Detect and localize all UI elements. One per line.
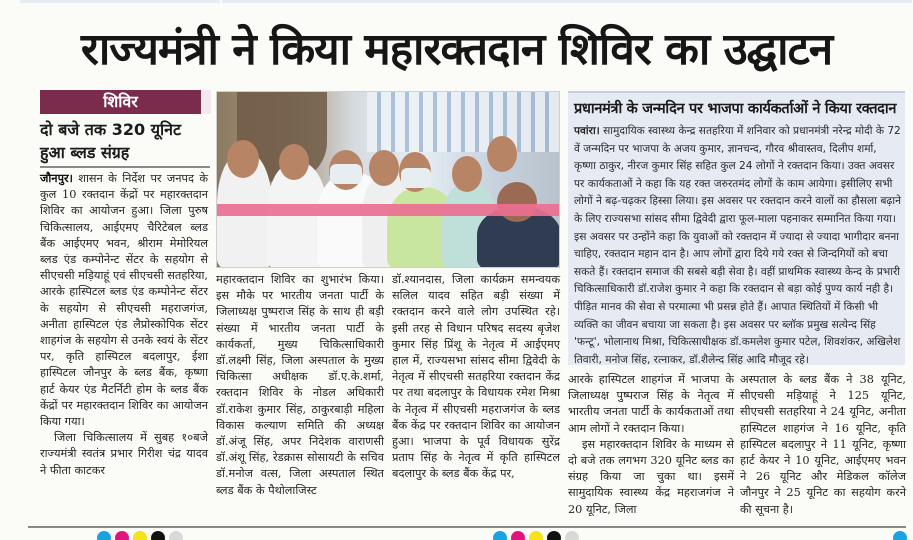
registration-mark-cyan	[893, 531, 907, 540]
story-column-3	[392, 272, 560, 483]
photo-mask	[330, 164, 362, 184]
registration-mark-cyan	[97, 531, 111, 540]
registration-mark-cyan	[493, 531, 507, 540]
registration-mark-yellow	[133, 531, 147, 540]
registration-mark-magenta	[511, 531, 525, 540]
photo-face	[497, 182, 537, 222]
section-tag: शिविर	[40, 90, 201, 114]
photo-face	[487, 136, 517, 172]
registration-mark-magenta	[115, 531, 129, 540]
photo-mask	[401, 168, 431, 188]
photo-face	[227, 140, 259, 178]
top-rule-left	[20, 0, 220, 3]
side-story-text: सामुदायिक स्वास्थ्य केन्द्र सतहरिया में शनिवार को प्रधानमंत्री नरेन्द्र मोदी के 72 वें जन्मदिन पर भाजपा के अजय कुमार, ज्ञानचन्द, गौरव श्रीवास्तव, दिलीप शर्मा, कृष्णा ठाकुर, नीरज कुमार सिंह सहित कुल 24 लोगों ने रक्तदान किया। उक्त अवसर पर कार्यकताओं ने कहा कि यह रक्त जरुरतमंद लोगों के काम आयेगा। इसीलिए सभी लोगों ने बढ़-चढ़कर हिस्सा लिया। इस अवसर पर रक्तदान करने वालों का हौसला बढ़ाने के लिए राज्यसभा सांसद सीमा द्विवेदी द्वारा फूल-माला पहनाकर सम्मानित किया गया। इस अवसर पर उन्होंने कहा कि युवाओं को रक्तदान में ज्यादा से ज्यादा भागीदार बनना चाहिए, रक्तदान महान दान है। आप लोगों द्वारा दिये गये रक्त से जिन्दगियों को बचा सकते हैं। रक्तदान समाज की सबसे बड़ी सेवा है। वहीं प्राथमिक स्वास्थ्य केन्द के प्रभारी चिकित्साधिकारी डॉ.राजेश कुमार ने कहा कि रक्तदान से बड़ा कोई पुण्य कार्य नही है। पीड़ित मानव की सेवा से परमात्मा भी प्रसन्न होते हैं। आपात स्थितियों में किसी भी व्यक्ति का जीवन बचाया जा सकता है। इस अवसर पर ब्लॉक प्रमुख सत्येन्द सिंह 'फन्टू', भोलानाथ मिश्रा, चिकित्साधीक्षक डॉ.कमलेश कुमार पटेल, शिवशंकर, अखिलेश तिवारी, मनोज सिंह, रत्नाकर, डॉ.शैलेन्द सिंह आदि मौजूद रहे।	[574, 125, 901, 366]
bottom-rule	[28, 526, 906, 528]
story-col-3-text: डॉ.श्यानदास, जिला कार्यक्रम समन्वयक सलिल यादव सहित बड़ी संख्या में रक्तदान करने वाले लोग उपस्थित रहे। इसी तरह से विधान परिषद सदस्य बृजेश कुमार सिंह प्रिंशू के नेतृत्व में आईएमए हाल में, राज्यसभा सांसद सीमा द्विवेदी के नेतृत्व में सीएचसी सतहरिया रक्तदान केंद्र पर तथा बदलापुर के विधायक रमेश मिश्रा के नेतृत्व में सीएचसी महराजगंज के ब्लड बैंक केंद्र पर रक्तदान शिविर का आयोजन हुआ। भाजपा के पूर्व विधायक सुरेंद्र प्रताप सिंह के नेतृत्व में कृति हास्पिटल बदलापुर के ब्लड बैंक केंद्र पर,	[392, 273, 560, 481]
photo-ribbon	[217, 204, 560, 216]
story-column-5	[740, 372, 906, 518]
registration-mark-gray	[565, 531, 579, 540]
story-subhead: दो बजे तक 320 यूनिट हुआ ब्लड संग्रह	[40, 120, 182, 162]
side-story-headline: प्रधानमंत्री के जन्मदिन पर भाजपा कार्यकर्ताओं ने किया रक्तदान	[574, 101, 897, 117]
story-dateline: जौनपुर।	[40, 171, 73, 185]
story-col-2-text: महारक्तदान शिविर का शुभारंभ किया। इस मौके पर भारतीय जनता पार्टी के जिलाध्यक्ष पुष्पराज सिंह के साथ ही बड़ी संख्या में भारतीय जनता पार्टी के कार्यकर्ता, मुख्य चिकित्साधिकारी डॉ.लक्ष्मी सिंह, जिला अस्पताल के मुख्य चिकित्सा अधीक्षक डॉ.ए.के.शर्मा, रक्तदान शिविर के नोडल अधिकारी डॉ.राकेश कुमार सिंह, ठाकुरबाड़ी महिला विकास कल्याण समिति की अध्यक्ष डॉ.अंजू सिंह, अपर निदेशक वाराणसी डॉ.अंशू सिंह, रेडक्रास सोसायटी के सचिव डॉ.मनोज वत्स, जिला अस्पताल स्थित ब्लड बैंक के पैथोलाजिस्ट	[216, 273, 384, 497]
story-column-4	[568, 372, 734, 518]
story-column-1	[40, 170, 208, 479]
photo-face	[279, 144, 309, 180]
section-tag-stripe	[201, 90, 211, 114]
registration-mark-gray	[169, 531, 183, 540]
ribbon-cutting-photo	[216, 91, 560, 268]
photo-face	[452, 156, 482, 192]
side-story-body	[574, 123, 901, 369]
registration-mark-yellow	[529, 531, 543, 540]
story-col-5-text: अस्पताल के ब्लड बैंक ने 38 यूनिट, सीएचसी मड़ियाहूं ने 125 यूनिट, सीएचसी सतहरिया ने 24 यूनिट, अनीता हास्पिटल शाहगंज ने 16 यूनिट, कृति हास्पिटल बदलापुर ने 11 यूनिट, कृष्णा हार्ट केयर ने 10 यूनिट, आईएमए भवन ने 26 यूनिट और मेडिकल कॉलेज जौनपुर ने 25 यूनिट का सहयोग करने की सूचना है।	[740, 373, 906, 516]
photo-tent	[367, 92, 560, 152]
story-col-4-para-2: इस महारक्तदान शिविर के माध्यम से दो बजे तक लगभग 320 यूनिट ब्लड का संग्रह किया जा चुका था। इसमें सामुदायिक स्वास्थ्य केंद्र महराजगंज ने 20 यूनिट, जिला	[568, 437, 734, 516]
side-story-dateline: पवांरा।	[574, 125, 600, 137]
registration-mark-black	[547, 531, 561, 540]
top-rule-right	[222, 0, 912, 3]
subhead-rule	[40, 166, 210, 168]
story-para-1: शासन के निर्देश पर जनपद के कुल 10 रक्तदान केंद्रों पर महारक्तदान शिविर का आयोजन हुआ। जिला पुरुष चिकित्सालय, आईएमए चैरिटेबल ब्लड बैंक आईएमए भवन, श्रीराम मेमोरियल ब्लड एंड कम्पोनेन्ट सेंटर के सहयोग से सीएचसी मड़ियाहूं एवं सीएचसी सतहरिया, आरके हास्पिटल ब्लड एंड कम्पोनेन्ट सेंटर के सहयोग से सीएचसी महराजगंज, अनीता हास्पिटल एंड लैप्रोस्कोपिक सेंटर शाहगंज के सहयोग से उनके स्वयं के सेंटर पर, कृति हास्पिटल बदलापुर, ईशा हास्पिटल जौनपुर के ब्लड बैंक, कृष्णा हार्ट केयर एंड मैटर्निटी होम के ब्लड बैंक केंद्रों पर महारक्तदान शिविर का आयोजन किया गया।	[40, 172, 208, 429]
main-headline: राज्यमंत्री ने किया महारक्तदान शिविर का उद्घाटन	[80, 24, 833, 75]
registration-mark-black	[151, 531, 165, 540]
story-para-2: जिला चिकित्सालय में सुबह १०बजे राज्यमंत्री स्वतंत्र प्रभार गिरीश चंद्र यादव ने फीता काटकर	[40, 431, 208, 477]
photo-face	[369, 150, 399, 186]
story-column-2	[216, 272, 384, 499]
story-col-4-para-1: आरके हास्पिटल शाहगंज में भाजपा के जिलाध्यक्ष पुष्पराज सिंह के नेतृत्व में भारतीय जनता पार्टी के कार्यकताओं तथा आम लोगों ने रक्तदान किया।	[568, 373, 734, 435]
side-story-box	[568, 91, 905, 365]
